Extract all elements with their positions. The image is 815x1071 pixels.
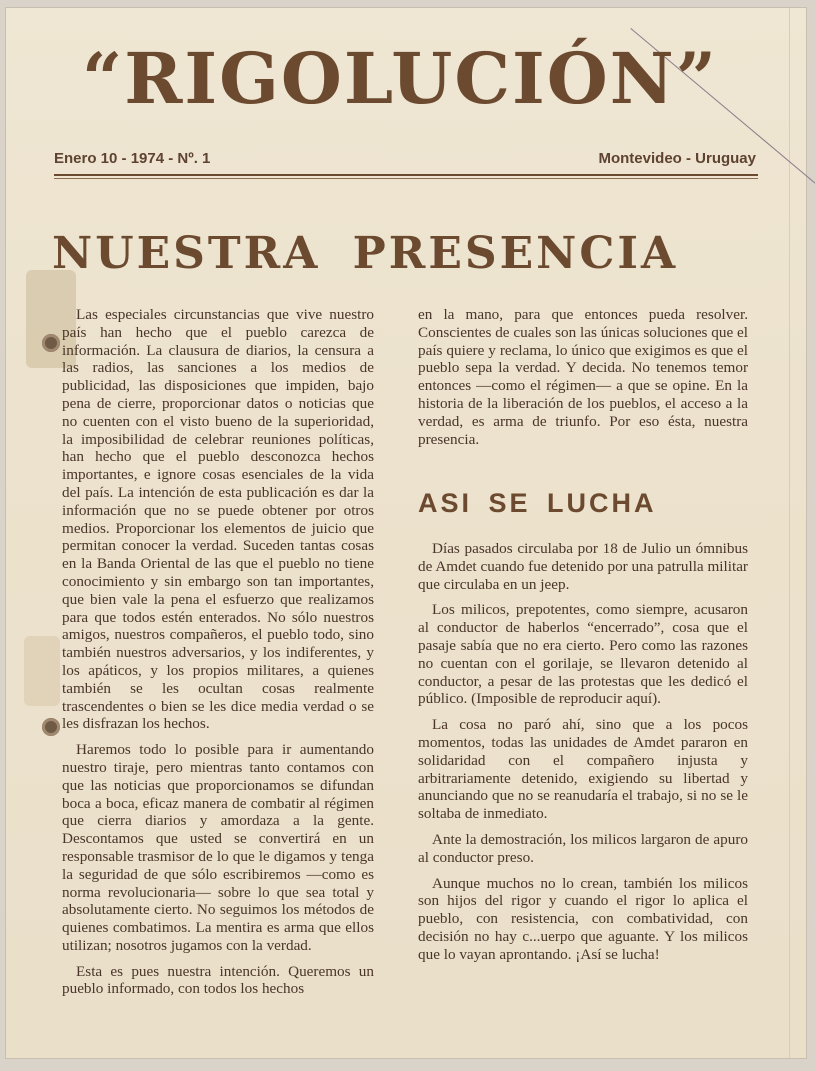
article-paragraph: La cosa no paró ahí, sino que a los pocos momentos, todas las unidades de Amdet pararon en solidaridad con el compañero injusta y arbitrariamente detenido, exigiendo su libertad y anunciando que no se reanudaría el trabajo, si no se le soltaba de inmediato. bbox=[418, 716, 748, 823]
article-paragraph: Ante la demostración, los milicos largaron de apuro al conductor preso. bbox=[418, 830, 748, 866]
article-paragraph: Días pasados circulaba por 18 de Julio un ómnibus de Amdet cuando fue detenido por una patrulla militar que circulaba en un jeep. bbox=[418, 540, 748, 593]
issue-date: Enero 10 - 1974 - Nº. 1 bbox=[54, 150, 211, 167]
article-paragraph: Aunque muchos no lo crean, también los milicos son hijos del rigor y cuando el rigor lo aplica el pueblo, con resistencia, con combatividad, con decisión no hay c...uerpo que aguante. Y los milicos que lo vayan aprontando. ¡Así se lucha! bbox=[418, 874, 748, 963]
article-body-right bbox=[418, 540, 748, 972]
article-paragraph: Esta es pues nuestra intención. Queremos un pueblo informado, con todos los hechos bbox=[62, 962, 374, 998]
dateline bbox=[54, 150, 756, 167]
article-paragraph: Haremos todo lo posible para ir aumentando nuestro tiraje, pero mientras tanto contamos con que las noticias que proporcionamos se difundan boca a boca, eficaz manera de combatir al régimen que cierra diarios y amordaza a la gente. Descontamos que usted se convertirá en un responsable trasmisor de lo que le digamos y tenga la seguridad de que sólo escribiremos —como es norma revolucionaria— sobre lo que sea total y absolutamente cierto. No seguimos los métodos de quienes combatimos. La mentira es arma que ellos utilizan; nosotros jugamos con la verdad. bbox=[62, 741, 374, 954]
article-paragraph: Los milicos, prepotentes, como siempre, acusaron al conductor de haberlos “encerrado”, cosa que el pasaje sabía que no era cierto. Pero como las razones no cuentan con el gorilaje, se llevaron detenido al conductor, a pesar de las protestas que les dedicó el público. (Imposible de reproducir aquí). bbox=[418, 601, 748, 708]
punch-hole bbox=[42, 334, 60, 352]
punch-hole bbox=[42, 718, 60, 736]
header-rule bbox=[54, 174, 758, 176]
header-rule-thin bbox=[54, 178, 758, 179]
article-body-continuation bbox=[418, 306, 748, 456]
article-body-left bbox=[62, 306, 374, 1006]
paper-stain bbox=[24, 636, 60, 706]
place: Montevideo - Uruguay bbox=[598, 150, 756, 167]
masthead-title: “RIGOLUCIÓN” bbox=[81, 37, 719, 120]
article-headline: NUESTRA PRESENCIA bbox=[52, 228, 679, 279]
article-paragraph: en la mano, para que entonces pueda resolver. Conscientes de cuales son las únicas soluciones que el país quiere y reclama, lo único que exigimos es que el pueblo sepa la verdad. Y decida. No tenemos temor entonces —como el régimen— a que se opine. En la historia de la liberación de los pueblos, el acceso a la verdad, es arma de triunfo. Por eso ésta, nuestra presencia. bbox=[418, 306, 748, 448]
section-headline: ASI SE LUCHA bbox=[418, 488, 657, 518]
article-paragraph: Las especiales circunstancias que vive nuestro país han hecho que el pueblo carezca de información. La clausura de diarios, la censura a las radios, las sanciones a los medios de publicidad, las disposiciones que impiden, bajo pena de cierre, proporcionar datos o noticias que no cuenten con el visto bueno de la superioridad, la imposibilidad de celebrar reuniones políticas, han hecho que el pueblo desconozca hechos importantes, e ignore cosas esenciales de la vida del país. La intención de esta publicación es dar la información que no se puede obtener por otros medios. Proporcionar los elementos de juicio que permitan conocer la verdad. Suceden tantas cosas en la Banda Oriental de las que el pueblo no tiene conocimiento y sin embargo son tan importantes, que bien vale la pena el esfuerzo que realizamos para que todos estén enterados. No sólo nuestros amigos, nuestros compañeros, el pueblo todo, sino también nuestros adversarios, y los indiferentes, y los apáticos, y los propios militares, a quienes también se les ocultan cosas realmente trascendentes o bien se les dice media verdad o se les disfrazan los hechos. bbox=[62, 306, 374, 733]
page-edge-line bbox=[789, 8, 790, 1058]
